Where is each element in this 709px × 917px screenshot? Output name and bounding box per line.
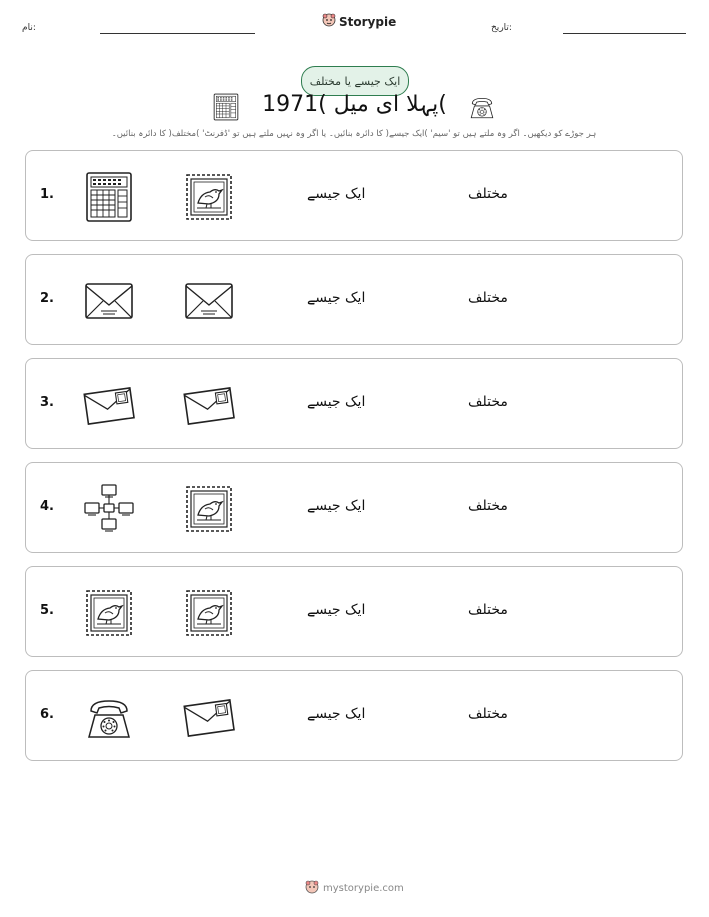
- envelope-icon: [183, 275, 235, 327]
- question-row: [25, 670, 683, 761]
- date-line[interactable]: [563, 33, 686, 34]
- question-row: [25, 462, 683, 553]
- brand: [322, 12, 396, 31]
- storypie-logo-icon: [305, 879, 319, 898]
- server-icon: [83, 171, 135, 223]
- same-option[interactable]: ایک جیسے: [307, 394, 366, 410]
- different-option[interactable]: مختلف: [468, 498, 508, 514]
- question-number: 4.: [40, 499, 54, 514]
- footer: [305, 879, 404, 898]
- telephone-icon: [468, 93, 496, 121]
- stamp-icon: [183, 171, 235, 223]
- same-option[interactable]: ایک جیسے: [307, 290, 366, 306]
- question-row: [25, 358, 683, 449]
- question-row: [25, 254, 683, 345]
- different-option[interactable]: مختلف: [468, 706, 508, 722]
- same-option[interactable]: ایک جیسے: [307, 602, 366, 618]
- stamp-icon: [183, 587, 235, 639]
- worksheet-type-badge: ایک جیسے یا مختلف: [301, 66, 409, 96]
- same-option[interactable]: ایک جیسے: [307, 186, 366, 202]
- different-option[interactable]: مختلف: [468, 394, 508, 410]
- question-number: 2.: [40, 291, 54, 306]
- name-line[interactable]: [100, 33, 255, 34]
- network-icon: [83, 483, 135, 535]
- page-title: پہلا ای میل )1971(: [262, 92, 447, 117]
- stamp-icon: [83, 587, 135, 639]
- telephone-icon: [83, 691, 135, 743]
- question-row: [25, 566, 683, 657]
- brand-name: Storypie: [339, 14, 397, 29]
- question-number: 6.: [40, 707, 54, 722]
- question-number: 1.: [40, 187, 54, 202]
- same-option[interactable]: ایک جیسے: [307, 706, 366, 722]
- footer-url[interactable]: mystorypie.com: [323, 883, 404, 894]
- name-label: نام:: [22, 23, 36, 33]
- different-option[interactable]: مختلف: [468, 186, 508, 202]
- letter-icon: [83, 379, 135, 431]
- letter-icon: [183, 379, 235, 431]
- instructions: ہر جوڑے کو دیکھیں۔ اگر وہ ملتے ہیں تو 'سیم' )ایک جیسے( کا دائرہ بنائیں۔ یا اگر وہ نہیں ملتے ہیں تو 'ڈفرنٹ' )مختلف( کا دائرہ بنائیں۔: [111, 129, 597, 139]
- stamp-icon: [183, 483, 235, 535]
- envelope-icon: [83, 275, 135, 327]
- date-label: تاریخ:: [491, 23, 512, 33]
- different-option[interactable]: مختلف: [468, 290, 508, 306]
- storypie-logo-icon: [322, 12, 336, 31]
- question-row: [25, 150, 683, 241]
- same-option[interactable]: ایک جیسے: [307, 498, 366, 514]
- question-number: 3.: [40, 395, 54, 410]
- question-number: 5.: [40, 603, 54, 618]
- different-option[interactable]: مختلف: [468, 602, 508, 618]
- letter-icon: [183, 691, 235, 743]
